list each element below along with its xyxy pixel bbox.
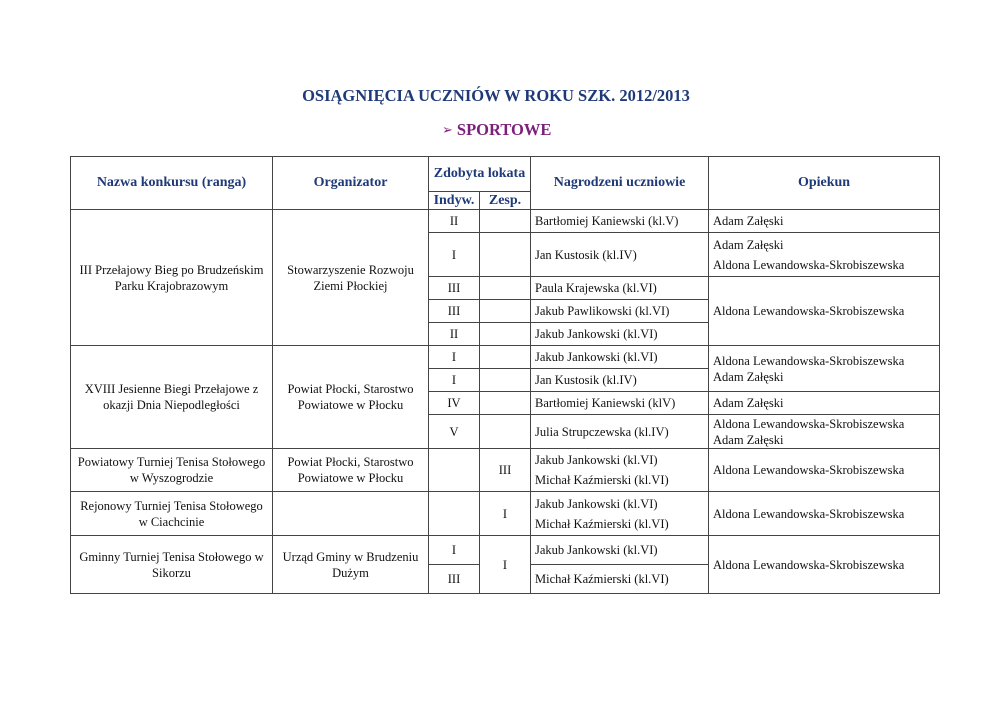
place-team bbox=[480, 210, 531, 233]
tutor-name: Adam Załęski bbox=[713, 237, 784, 252]
tutor-cell bbox=[709, 233, 940, 277]
place-individual: IV bbox=[429, 392, 480, 415]
organizer-name: Powiat Płocki, Starostwo Powiatowe w Płocku bbox=[273, 449, 429, 492]
place-team bbox=[480, 392, 531, 415]
place-team: I bbox=[480, 536, 531, 594]
place-individual: III bbox=[429, 565, 480, 594]
student-name: Jakub Jankowski (kl.VI) bbox=[535, 496, 658, 511]
student-name: Jan Kustosik (kl.IV) bbox=[531, 233, 709, 277]
student-cell bbox=[531, 449, 709, 492]
arrow-right-icon: ➢ bbox=[442, 122, 453, 138]
organizer-name: Urząd Gminy w Brudzeniu Dużym bbox=[273, 536, 429, 594]
place-individual: II bbox=[429, 323, 480, 346]
student-name: Jakub Pawlikowski (kl.VI) bbox=[531, 300, 709, 323]
student-name: Jakub Jankowski (kl.VI) bbox=[531, 346, 709, 369]
place-team bbox=[480, 346, 531, 369]
header-place: Zdobyta lokata bbox=[429, 157, 531, 192]
competition-name: Rejonowy Turniej Tenisa Stołowego w Ciachcinie bbox=[71, 492, 273, 536]
tutor-name: Aldona Lewandowska-Skrobiszewska bbox=[709, 536, 940, 594]
tutor-cell bbox=[709, 415, 940, 449]
section-label: SPORTOWE bbox=[456, 120, 552, 139]
student-name: Jakub Jankowski (kl.VI) bbox=[531, 323, 709, 346]
tutor-name: Adam Załęski bbox=[713, 369, 784, 384]
table-row bbox=[71, 346, 940, 369]
student-name: Michał Kaźmierski (kl.VI) bbox=[531, 565, 709, 594]
place-individual: I bbox=[429, 233, 480, 277]
tutor-name: Adam Załęski bbox=[709, 210, 940, 233]
competition-name: Gminny Turniej Tenisa Stołowego w Sikorzu bbox=[71, 536, 273, 594]
place-individual: I bbox=[429, 536, 480, 565]
tutor-name: Aldona Lewandowska-Skrobiszewska bbox=[709, 277, 940, 346]
tutor-name: Aldona Lewandowska-Skrobiszewska bbox=[713, 257, 905, 272]
tutor-name: Aldona Lewandowska-Skrobiszewska bbox=[713, 353, 905, 368]
tutor-cell bbox=[709, 346, 940, 392]
student-name: Michał Kaźmierski (kl.VI) bbox=[535, 516, 669, 531]
place-team bbox=[480, 233, 531, 277]
place-team bbox=[480, 415, 531, 449]
place-team bbox=[480, 323, 531, 346]
header-competition: Nazwa konkursu (ranga) bbox=[71, 157, 273, 210]
table-row bbox=[71, 210, 940, 233]
place-individual: I bbox=[429, 346, 480, 369]
place-individual: II bbox=[429, 210, 480, 233]
header-tutor: Opiekun bbox=[709, 157, 940, 210]
table-row bbox=[71, 492, 940, 536]
student-name: Bartłomiej Kaniewski (kl.V) bbox=[531, 210, 709, 233]
student-name: Paula Krajewska (kl.VI) bbox=[531, 277, 709, 300]
student-cell bbox=[531, 492, 709, 536]
place-team bbox=[480, 277, 531, 300]
place-team: III bbox=[480, 449, 531, 492]
section-heading bbox=[442, 120, 551, 140]
student-name: Jakub Jankowski (kl.VI) bbox=[531, 536, 709, 565]
tutor-name: Aldona Lewandowska-Skrobiszewska bbox=[709, 449, 940, 492]
competition-name: Powiatowy Turniej Tenisa Stołowego w Wyszogrodzie bbox=[71, 449, 273, 492]
place-team bbox=[480, 300, 531, 323]
student-name: Jan Kustosik (kl.IV) bbox=[531, 369, 709, 392]
table-row bbox=[71, 449, 940, 492]
place-team bbox=[480, 369, 531, 392]
student-name: Jakub Jankowski (kl.VI) bbox=[535, 453, 658, 467]
student-name: Michał Kaźmierski (kl.VI) bbox=[535, 473, 669, 487]
header-team: Zesp. bbox=[480, 192, 531, 210]
header-organizer: Organizator bbox=[273, 157, 429, 210]
organizer-name bbox=[273, 492, 429, 536]
place-individual: I bbox=[429, 369, 480, 392]
place-individual bbox=[429, 449, 480, 492]
place-team: I bbox=[480, 492, 531, 536]
organizer-name: Stowarzyszenie Rozwoju Ziemi Płockiej bbox=[273, 210, 429, 346]
student-name: Julia Strupczewska (kl.IV) bbox=[531, 415, 709, 449]
tutor-name: Aldona Lewandowska-Skrobiszewska bbox=[713, 416, 905, 431]
page-title: OSIĄGNIĘCIA UCZNIÓW W ROKU SZK. 2012/2013 bbox=[302, 86, 690, 105]
place-individual: III bbox=[429, 300, 480, 323]
competition-name: III Przełajowy Bieg po Brudzeńskim Parku Krajobrazowym bbox=[71, 210, 273, 346]
header-students: Nagrodzeni uczniowie bbox=[531, 157, 709, 210]
organizer-name: Powiat Płocki, Starostwo Powiatowe w Płocku bbox=[273, 346, 429, 449]
place-individual bbox=[429, 492, 480, 536]
place-individual: V bbox=[429, 415, 480, 449]
competition-name: XVIII Jesienne Biegi Przełajowe z okazji Dnia Niepodległości bbox=[71, 346, 273, 449]
tutor-name: Aldona Lewandowska-Skrobiszewska bbox=[709, 492, 940, 536]
tutor-name: Adam Załęski bbox=[713, 432, 784, 447]
tutor-name: Adam Załęski bbox=[709, 392, 940, 415]
table-row bbox=[71, 536, 940, 565]
place-individual: III bbox=[429, 277, 480, 300]
student-name: Bartłomiej Kaniewski (klV) bbox=[531, 392, 709, 415]
achievements-table bbox=[70, 156, 940, 594]
header-individual: Indyw. bbox=[429, 192, 480, 210]
